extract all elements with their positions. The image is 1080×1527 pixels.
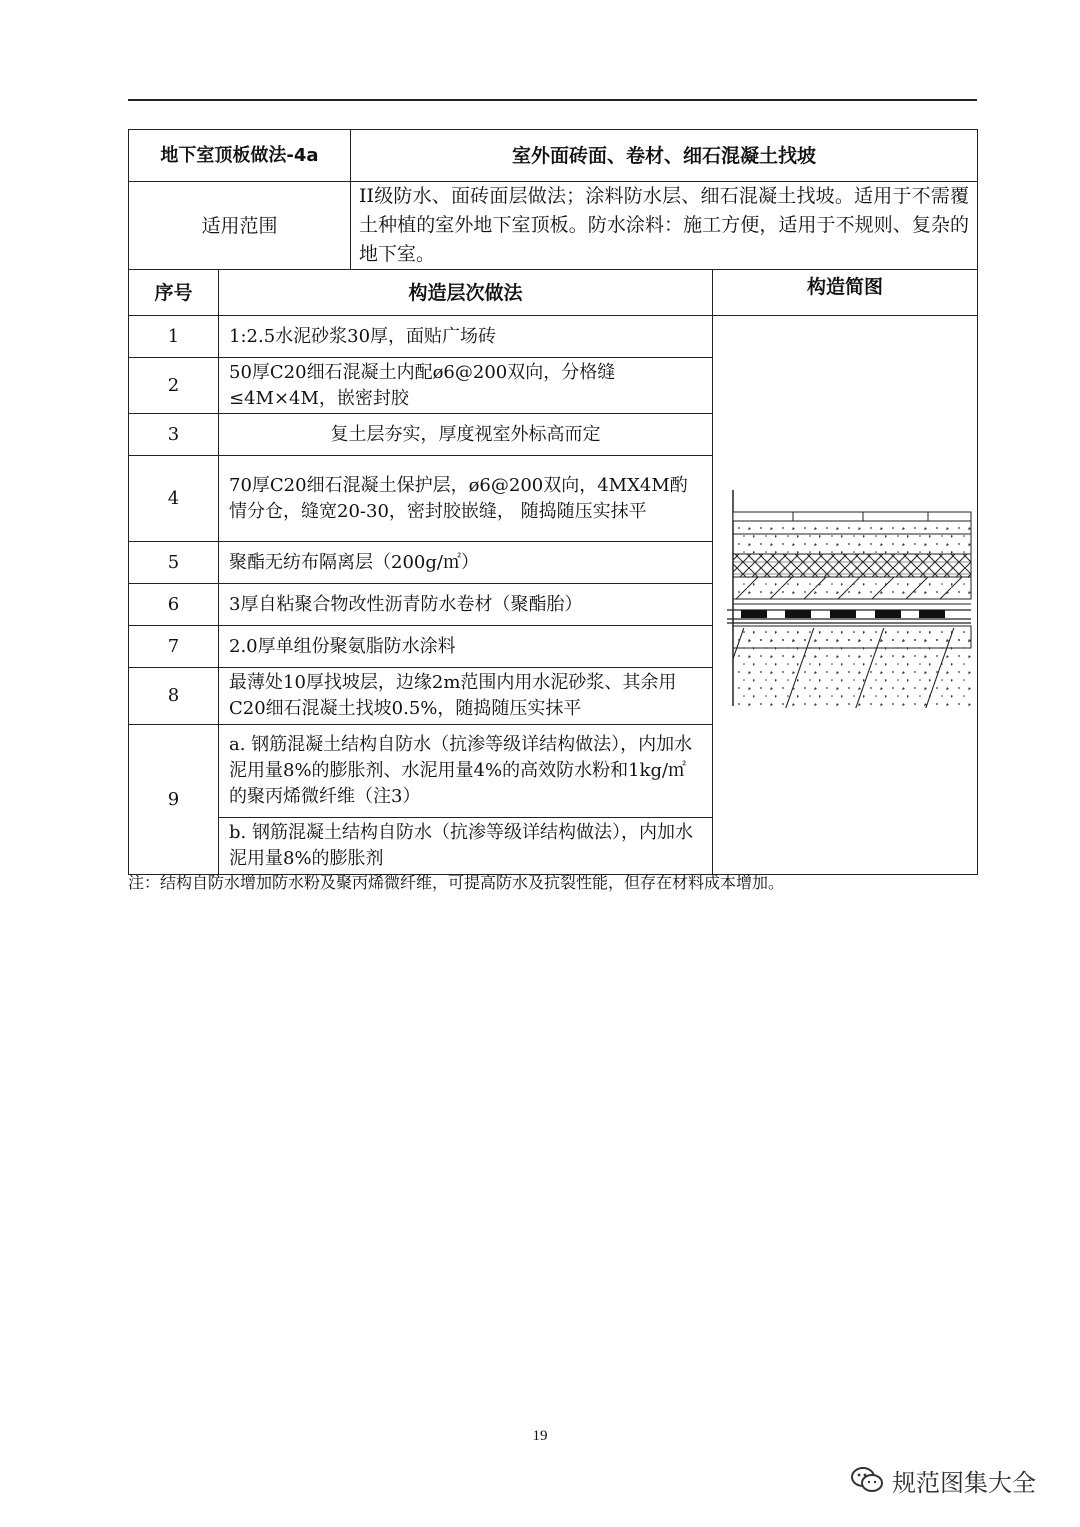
table-row (129, 316, 978, 358)
scope-text: II级防水、面砖面层做法；涂料防水层、细石混凝土找坡。适用于不需覆土种植的室外地下室顶板。防水涂料：施工方便，适用于不规则、复杂的地下室。 (351, 182, 978, 270)
row-number: 2 (129, 358, 219, 414)
row-description: 1:2.5水泥砂浆30厚，面贴广场砖 (219, 316, 713, 358)
column-header-diagram: 构造简图 (713, 270, 978, 316)
row-number: 4 (129, 456, 219, 542)
row-number: 3 (129, 414, 219, 456)
row-description-b: b. 钢筋混凝土结构自防水（抗渗等级详结构做法），内加水泥用量8%的膨胀剂 (219, 818, 713, 875)
scope-label: 适用范围 (129, 182, 351, 270)
wechat-icon (850, 1466, 884, 1494)
row-description: 3厚自粘聚合物改性沥青防水卷材（聚酯胎） (219, 584, 713, 626)
row-description: 50厚C20细石混凝土内配ø6@200双向，分格缝≤4M×4M，嵌密封胶 (219, 358, 713, 414)
header-rule (128, 99, 977, 101)
row-number: 7 (129, 626, 219, 668)
column-header-method: 构造层次做法 (219, 270, 713, 316)
row-description: 70厚C20细石混凝土保护层，ø6@200双向，4MX4M酌情分仓，缝宽20-30，密封胶嵌缝， 随捣随压实抹平 (219, 456, 713, 542)
spec-code: 地下室顶板做法-4a (129, 130, 351, 182)
watermark-text: 规范图集大全 (892, 1468, 1036, 1497)
layer-section-diagram (713, 316, 977, 866)
page-number: 19 (532, 1428, 548, 1444)
row-description: 复土层夯实，厚度视室外标高而定 (219, 414, 713, 456)
construction-diagram-cell (713, 316, 978, 875)
row-number: 5 (129, 542, 219, 584)
section-layers (727, 490, 971, 708)
construction-spec-table (128, 129, 978, 875)
row-description: 最薄处10厚找坡层，边缘2m范围内用水泥砂浆、其余用C20细石混凝土找坡0.5%，随捣随压实抹平 (219, 668, 713, 725)
row-number: 9 (129, 725, 219, 875)
row-number: 8 (129, 668, 219, 725)
watermark (850, 1460, 1036, 1500)
footnote: 注：结构自防水增加防水粉及聚丙烯微纤维，可提高防水及抗裂性能，但存在材料成本增加。 (128, 873, 785, 892)
row-description: 聚酯无纺布隔离层（200g/㎡） (219, 542, 713, 584)
spec-title: 室外面砖面、卷材、细石混凝土找坡 (351, 130, 978, 182)
row-number: 6 (129, 584, 219, 626)
row-number: 1 (129, 316, 219, 358)
column-header-seq: 序号 (129, 270, 219, 316)
row-description-a: a. 钢筋混凝土结构自防水（抗渗等级详结构做法），内加水泥用量8%的膨胀剂、水泥用量4%的高效防水粉和1kg/㎡的聚丙烯微纤维（注3） (219, 725, 713, 818)
row-description: 2.0厚单组份聚氨脂防水涂料 (219, 626, 713, 668)
